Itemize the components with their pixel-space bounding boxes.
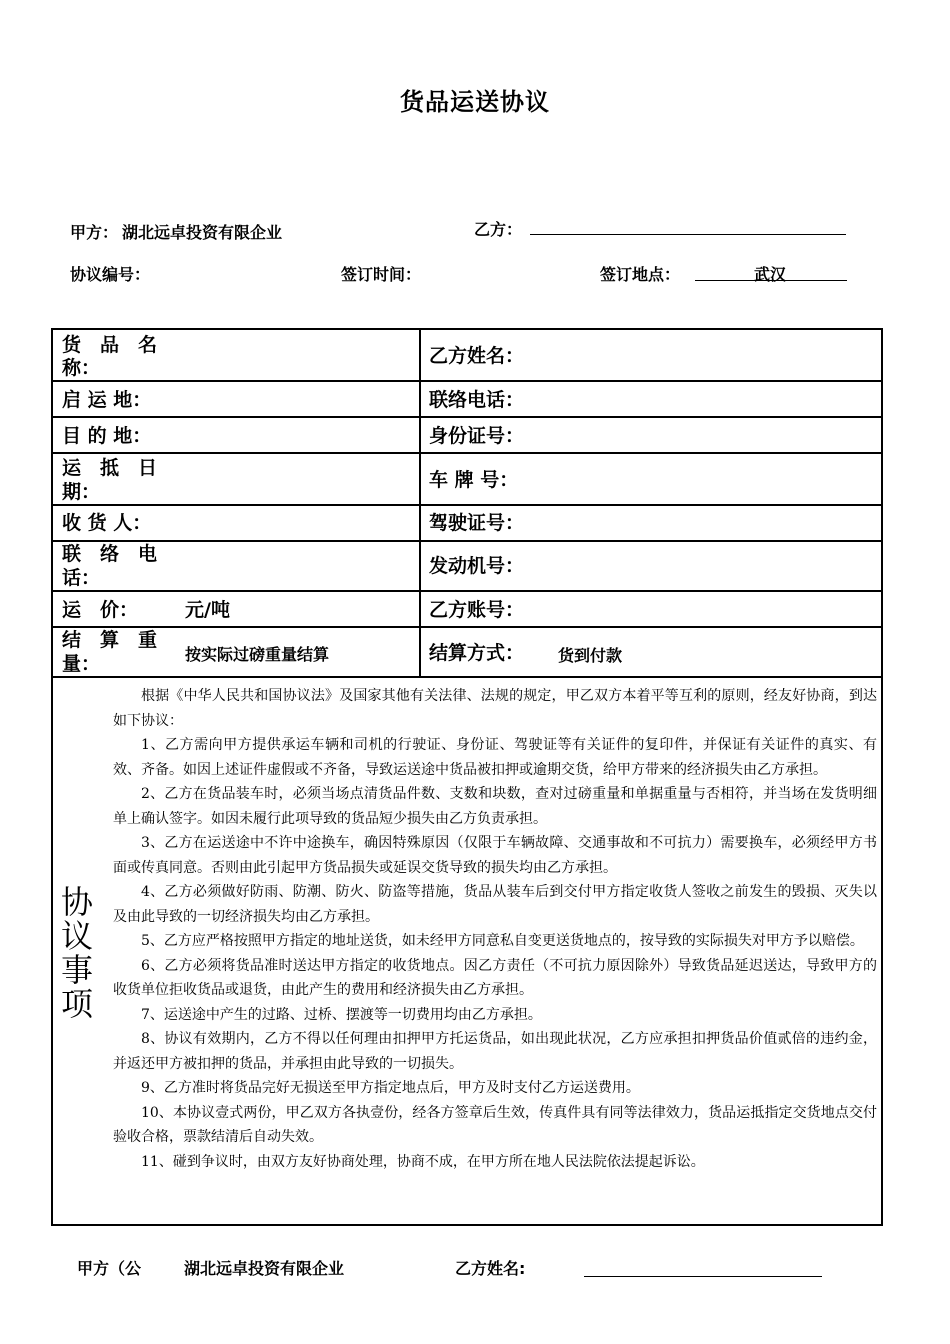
terms-side-char: 项 xyxy=(60,985,93,1023)
contact-phone-label-line1: 联 络 电 xyxy=(62,543,158,565)
plate-label: 车 牌 号： xyxy=(429,469,519,491)
party-b-field[interactable] xyxy=(530,216,846,235)
document-title: 货品运送协议 xyxy=(400,88,550,116)
row-divider xyxy=(53,676,881,678)
row-divider xyxy=(53,504,881,506)
destination-label: 目 的 地： xyxy=(62,425,152,447)
weight-label-line1: 结 算 重 xyxy=(62,629,158,651)
party-b-account-label: 乙方账号： xyxy=(429,599,525,621)
terms-clause-9: 9、乙方准时将货品完好无损送至甲方指定地点后，甲方及时支付乙方运送费用。 xyxy=(141,1080,640,1096)
agreement-table xyxy=(51,328,883,1226)
row-divider xyxy=(53,452,881,454)
row-divider xyxy=(53,590,881,592)
party-a-value: 湖北远卓投资有限企业 xyxy=(122,223,283,242)
contact-phone-label-line2: 话： xyxy=(62,567,101,589)
terms-clause-11: 11、碰到争议时，由双方友好协商处理，协商不成，在甲方所在地人民法院依法提起诉讼。 xyxy=(141,1153,705,1170)
arrival-date-label-line2: 期： xyxy=(62,481,101,503)
row-divider xyxy=(53,380,881,382)
weight-value: 按实际过磅重量结算 xyxy=(185,645,330,664)
sign-place-label: 签订地点： xyxy=(600,265,681,284)
terms-intro: 根据《中华人民共和国协议法》及国家其他有关法律、法规的规定，甲乙双方本着平等互利的原则，经友好协商，到达如下协议： xyxy=(113,688,877,729)
agreement-no-label: 协议编号： xyxy=(70,265,151,284)
row-divider xyxy=(53,626,881,628)
party-b-label: 乙方： xyxy=(474,220,523,239)
terms-clause-10: 10、本协议壹式两份，甲乙双方各执壹份，经各方签章后生效，传真件具有同等法律效力，货品运抵指定交货地点交付验收合格，票款结清后自动失效。 xyxy=(113,1104,877,1145)
phone-label: 联络电话： xyxy=(429,389,525,411)
terms-clause-1: 1、乙方需向甲方提供承运车辆和司机的行驶证、身份证、驾驶证等有关证件的复印件，并保证有关证件的真实、有效、齐备。如因上述证件虚假或不齐备，导致运送途中货品被扣押或逾期交货，给甲方带来的经济损失由乙方承担。 xyxy=(113,737,877,778)
goods-name-label-line2: 称： xyxy=(62,357,101,379)
terms-clause-7: 7、运送途中产生的过路、过桥、摆渡等一切费用均由乙方承担。 xyxy=(141,1006,542,1023)
terms-side-char: 事 xyxy=(60,951,93,989)
footer-party-b-field[interactable] xyxy=(584,1256,822,1277)
terms-clause-3: 3、乙方在运送途中不许中途换车，确因特殊原因（仅限于车辆故障、交通事故和不可抗力）需要换车，必须经甲方书面或传真同意。否则由此引起甲方货品损失或延误交货导致的损失均由乙方承担。 xyxy=(113,835,877,876)
terms-body xyxy=(113,684,877,1174)
price-unit: 元/吨 xyxy=(185,599,230,621)
terms-clause-6: 6、乙方必须将货品准时送达甲方指定的收货地点。因乙方责任（不可抗力原因除外）导致货品延迟送达，导致甲方的收货单位拒收货品或退货，由此产生的费用和经济损失由乙方承担。 xyxy=(113,957,877,998)
weight-label-line2: 量： xyxy=(62,653,101,675)
terms-clause-4: 4、乙方必须做好防雨、防潮、防火、防盗等措施，货品从装车后到交付甲方指定收货人签收之前发生的毁损、灭失以及由此导致的一切经济损失均由乙方承担。 xyxy=(113,884,877,925)
terms-clause-2: 2、乙方在货品装车时，必须当场点清货品件数、支数和块数，查对过磅重量和单据重量与否相符，并当场在发货明细单上确认签字。如因未履行此项导致的货品短少损失由乙方负责承担。 xyxy=(113,786,877,827)
goods-name-label-line1: 货 品 名 xyxy=(62,334,158,356)
row-divider xyxy=(53,540,881,542)
party-b-name-label: 乙方姓名： xyxy=(429,345,525,367)
terms-clause-8: 8、协议有效期内，乙方不得以任何理由扣押甲方托运货品，如出现此状况，乙方应承担扣押货品价值贰倍的违约金，并返还甲方被扣押的货品，并承担由此导致的一切损失。 xyxy=(113,1031,877,1072)
origin-label: 启 运 地： xyxy=(62,389,152,411)
sign-place-value: 武汉 xyxy=(754,265,787,284)
terms-side-label xyxy=(59,885,95,1021)
settlement-method-label: 结算方式： xyxy=(429,642,525,664)
party-a-label: 甲方： xyxy=(70,223,119,242)
settlement-method-value: 货到付款 xyxy=(558,646,623,665)
arrival-date-label-line1: 运 抵 日 xyxy=(62,457,158,479)
consignee-label: 收 货 人： xyxy=(62,512,152,534)
footer-party-a-value: 湖北远卓投资有限企业 xyxy=(184,1259,345,1278)
driver-license-label: 驾驶证号： xyxy=(429,512,525,534)
price-label: 运 价： xyxy=(62,599,139,621)
engine-number-label: 发动机号： xyxy=(429,555,525,577)
footer-party-a-label: 甲方（公 xyxy=(77,1259,142,1278)
terms-clause-5: 5、乙方应严格按照甲方指定的地址送货，如未经甲方同意私自变更送货地点的，按导致的实际损失对甲方予以赔偿。 xyxy=(141,933,864,949)
id-number-label: 身份证号： xyxy=(429,425,525,447)
footer-party-b-label: 乙方姓名: xyxy=(455,1259,526,1278)
terms-side-char: 议 xyxy=(60,917,93,955)
terms-side-char: 协 xyxy=(60,883,93,921)
sign-time-label: 签订时间： xyxy=(341,265,422,284)
row-divider xyxy=(53,416,881,418)
